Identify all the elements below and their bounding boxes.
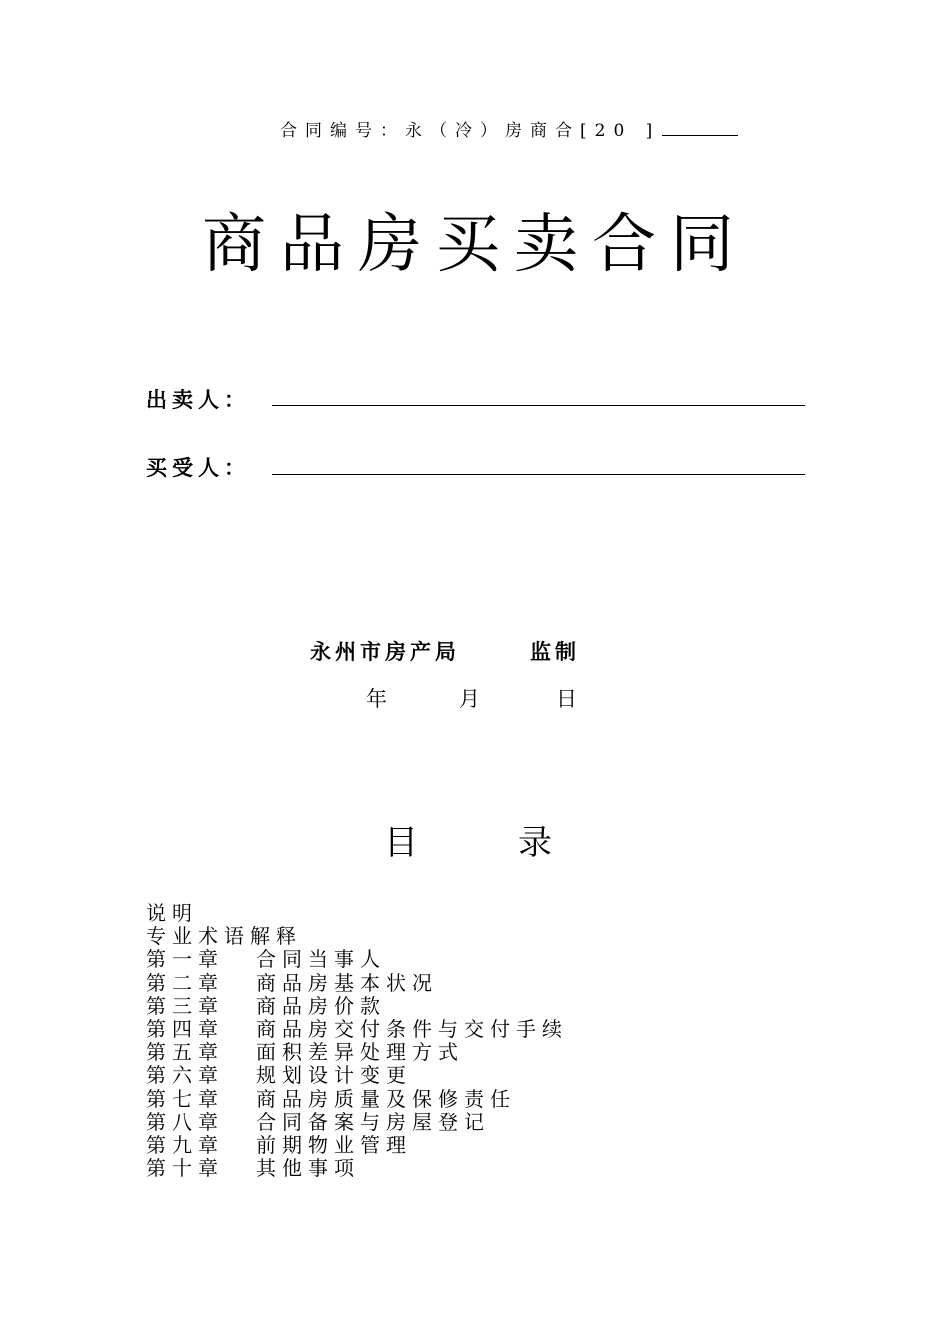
- toc-item-title: 面积差异处理方式: [256, 1040, 464, 1065]
- toc-item-title: 专业术语解释: [146, 924, 302, 949]
- toc-item: [146, 948, 568, 971]
- toc-item-title: 前期物业管理: [256, 1133, 412, 1158]
- toc-item-chapter: 第四章: [146, 1017, 224, 1042]
- toc-item-title: 合同备案与房屋登记: [256, 1109, 490, 1134]
- supervisor-line: [310, 636, 580, 666]
- buyer-blank-line: [272, 474, 805, 475]
- toc-item: [146, 1018, 568, 1041]
- document-title: 商品房买卖合同: [202, 208, 748, 282]
- toc-item-chapter: 第二章: [146, 970, 224, 995]
- toc-title: [384, 815, 552, 864]
- toc-item-title: 规划设计变更: [256, 1063, 412, 1088]
- toc-item-chapter: 第八章: [146, 1109, 224, 1134]
- toc-item-chapter: 第六章: [146, 1063, 224, 1088]
- date-month: 月: [459, 687, 480, 711]
- toc-item-title: 商品房价款: [256, 993, 386, 1018]
- supervisor-role: 监制: [530, 640, 580, 664]
- toc-item: [146, 902, 568, 925]
- date-line: [366, 683, 577, 713]
- toc-item: [146, 1064, 568, 1087]
- toc-item: [146, 972, 568, 995]
- date-day: 日: [556, 687, 577, 711]
- contract-number-label: 合同编号：永（冷）房商合[20 ]: [280, 121, 661, 141]
- table-of-contents: [146, 902, 568, 1180]
- toc-item-chapter: 第九章: [146, 1133, 224, 1158]
- date-year: 年: [366, 687, 387, 711]
- toc-item: [146, 995, 568, 1018]
- toc-item-title: 说明: [146, 901, 198, 925]
- toc-item: [146, 1134, 568, 1157]
- toc-item: [146, 1157, 568, 1180]
- toc-item-title: 其他事项: [256, 1156, 360, 1181]
- toc-title-left: 目: [384, 823, 418, 863]
- toc-title-right: 录: [518, 823, 552, 863]
- contract-number: [280, 116, 738, 141]
- toc-item-title: 商品房质量及保修责任: [256, 1086, 516, 1111]
- toc-item-chapter: 第十章: [146, 1156, 224, 1181]
- toc-item-chapter: 第三章: [146, 993, 224, 1018]
- buyer-label: 买受人：: [146, 456, 250, 480]
- toc-item-title: 商品房基本状况: [256, 970, 438, 995]
- toc-item: [146, 1111, 568, 1134]
- toc-item-chapter: 第五章: [146, 1040, 224, 1065]
- seller-label: 出卖人：: [146, 388, 250, 412]
- toc-item: [146, 1088, 568, 1111]
- toc-item-chapter: 第一章: [146, 947, 224, 972]
- seller-blank-line: [272, 405, 805, 406]
- toc-item-title: 合同当事人: [256, 947, 386, 972]
- toc-item-title: 商品房交付条件与交付手续: [256, 1017, 568, 1042]
- supervisor-bureau: 永州市房产局: [310, 640, 460, 664]
- toc-item-chapter: 第七章: [146, 1086, 224, 1111]
- toc-item: [146, 925, 568, 948]
- contract-number-blank: [662, 121, 738, 136]
- toc-item: [146, 1041, 568, 1064]
